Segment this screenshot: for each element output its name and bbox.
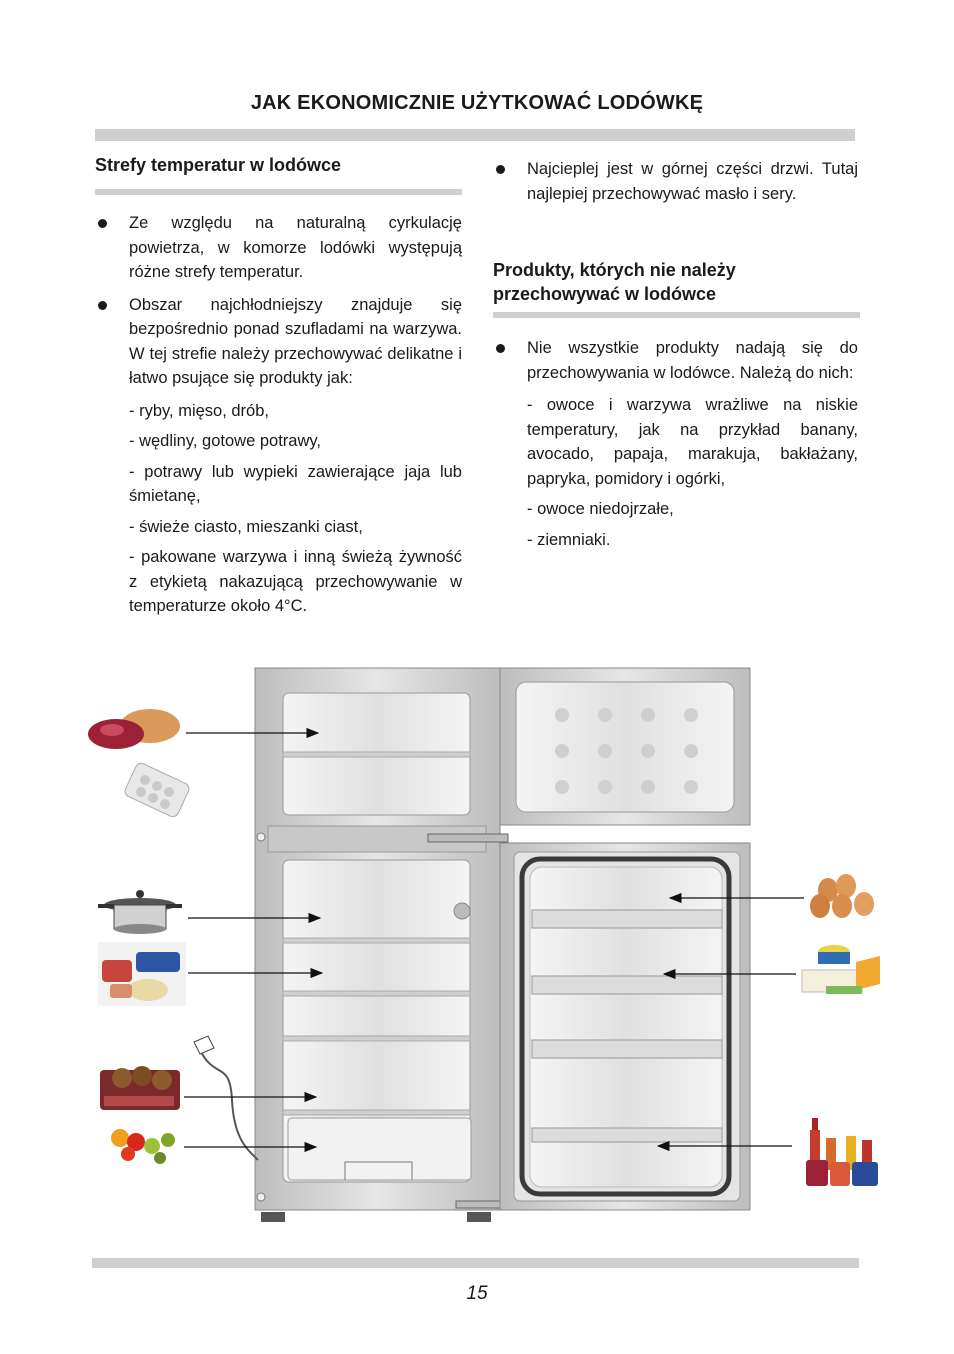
list-item: - ziemniaki.	[527, 530, 611, 549]
eggs-icon	[810, 874, 874, 918]
right-heading-line2: przechowywać w lodówce	[493, 284, 717, 304]
footer-rule	[92, 1258, 859, 1268]
cold-cuts-icon	[100, 1066, 180, 1110]
right-heading-line1: Produkty, których nie należy	[493, 260, 736, 280]
list-item: - potrawy lub wypieki zawierające jaja lub śmietanę,	[129, 462, 462, 505]
list-item: - ryby, mięso, drób,	[129, 401, 269, 420]
packaged-food-icon	[98, 942, 186, 1006]
freezer-door	[500, 668, 750, 825]
right-heading-rule	[493, 312, 860, 318]
butter-cheese-icon	[802, 945, 880, 994]
list-item: - świeże ciasto, mieszanki ciast,	[129, 517, 363, 536]
bottles-jars-icon	[806, 1118, 878, 1186]
list-item: - pakowane warzywa i inną świeżą żywność z etykietą nakazującą przechowywanie w temperaturze około 4°C.	[129, 548, 462, 615]
bullet-warmest-zone: Najcieplej jest w górnej części drzwi. Tutaj najlepiej przechowywać masło i sery.	[493, 157, 858, 206]
right-column	[493, 157, 858, 558]
right-top-list	[493, 157, 858, 206]
left-column	[95, 153, 462, 625]
bullet-not-suitable: Nie wszystkie produkty nadają się do przechowywania w lodówce. Należą do nich:	[493, 336, 858, 385]
list-item: - owoce niedojrzałe,	[527, 500, 674, 518]
list-item: - owoce i warzywa wrażliwe na niskie temperatury, jak na przykład banany, avocado, papaja, marakuja, bakłażany, papryka, pomidory i ogórki,	[527, 396, 858, 488]
title-rule	[95, 129, 855, 141]
eggs-tray-icon	[123, 761, 191, 818]
fruit-vegetables-icon	[111, 1129, 175, 1164]
left-bullet-list	[95, 211, 462, 391]
fridge-cabinet	[194, 668, 508, 1222]
bullet-coldest-zone: Obszar najchłodniejszy znajduje się bezpośrednio ponad szufladami na warzywa. W tej strefie należy przechowywać delikatne i łatwo psujące się produkty jak:	[95, 293, 462, 391]
left-heading-rule	[95, 189, 462, 195]
list-item: - wędliny, gotowe potrawy,	[129, 432, 321, 450]
page-title: JAK EKONOMICZNIE UŻYTKOWAĆ LODÓWKĘ	[250, 92, 704, 114]
page-number: 15	[466, 1283, 488, 1304]
right-heading	[493, 258, 858, 306]
bullet-circulation: Ze względu na naturalną cyrkulację powietrza, w komorze lodówki występują różne strefy temperatur.	[95, 211, 462, 285]
fridge-illustration	[0, 640, 954, 1240]
left-heading: Strefy temperatur w lodówce	[95, 155, 342, 175]
right-bullet-list	[493, 336, 858, 385]
meat-poultry-icon	[88, 709, 180, 749]
cooking-pot-icon	[98, 890, 182, 934]
